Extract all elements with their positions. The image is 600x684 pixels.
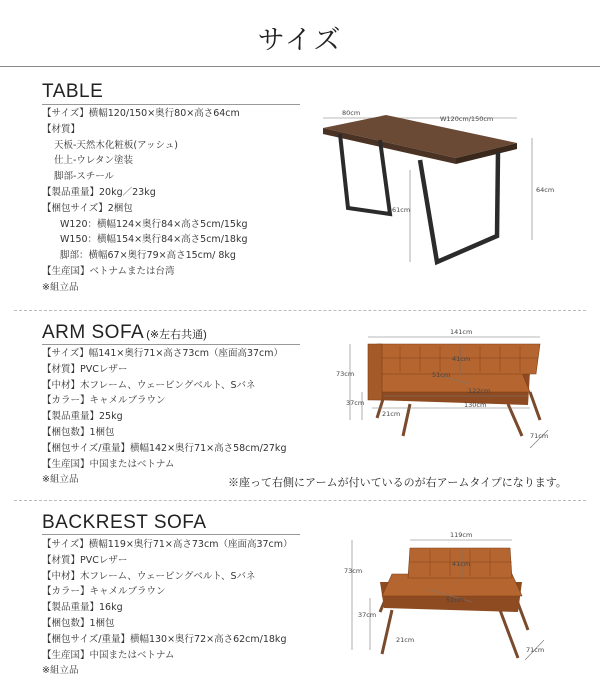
spec-color: 【カラー】キャメルブラウン bbox=[42, 395, 166, 407]
spec-material-top: 天板-天然木化粧板(アッシュ) bbox=[54, 139, 178, 151]
arm-sofa-note: ※座って右側にアームが付いているのが右アームタイプになります。 bbox=[228, 476, 567, 489]
spec-origin: 【生産国】中国またはベトナム bbox=[42, 458, 175, 470]
spec-size: 【サイズ】横幅120/150×奥行80×高さ64cm bbox=[42, 108, 240, 119]
spec-origin: 【生産国】ベトナムまたは台湾 bbox=[42, 265, 175, 277]
table-dim-depth: 80cm bbox=[342, 109, 361, 117]
arm-sofa-dim-back-inner: 41cm bbox=[452, 355, 471, 363]
arm-sofa-dim-seat-width: 122cm bbox=[468, 387, 491, 395]
spec-filling: 【中材】木フレーム、ウェービングベルト、Sバネ bbox=[42, 570, 256, 582]
spec-material-finish: 仕上-ウレタン塗装 bbox=[54, 155, 134, 167]
table-dim-inner-height: 61cm bbox=[392, 206, 411, 214]
spec-material: 【材質】 bbox=[42, 123, 81, 135]
page-title: サイズ bbox=[257, 25, 343, 56]
table-dim-height: 64cm bbox=[536, 186, 555, 194]
arm-sofa-dim-width: 141cm bbox=[450, 328, 473, 336]
arm-sofa-title: ARM SOFA bbox=[42, 322, 145, 343]
backrest-sofa-dim-back-inner: 41cm bbox=[452, 560, 471, 568]
backrest-sofa-dim-width: 119cm bbox=[450, 531, 473, 539]
table-heading: TABLE bbox=[42, 81, 104, 102]
arm-sofa-dim-height: 73cm bbox=[336, 370, 355, 378]
arm-sofa-dim-seat-height: 37cm bbox=[346, 399, 365, 407]
arm-sofa-dim-leg: 21cm bbox=[382, 410, 401, 418]
spec-package-size: 【梱包サイズ/重量】横幅130×奥行72×高さ62cm/18kg bbox=[42, 633, 287, 645]
spec-weight: 【製品重量】16kg bbox=[42, 602, 123, 614]
spec-package-w150: W150：横幅154×奥行84×高さ5cm/18kg bbox=[60, 234, 248, 246]
backrest-sofa-dim-height: 73cm bbox=[344, 567, 363, 575]
spec-material-legs: 脚部-スチール bbox=[54, 171, 115, 183]
spec-origin: 【生産国】中国またはベトナム bbox=[42, 649, 175, 661]
spec-package-count: 【梱包数】1梱包 bbox=[42, 617, 115, 629]
spec-assembly: ※組立品 bbox=[42, 281, 79, 293]
spec-size: 【サイズ】横幅119×奥行71×高さ73cm（座面高37cm） bbox=[42, 539, 293, 550]
spec-weight: 【製品重量】20kg／23kg bbox=[42, 186, 156, 198]
backrest-sofa-heading: BACKREST SOFA bbox=[42, 512, 207, 533]
spec-material: 【材質】PVCレザー bbox=[42, 554, 128, 566]
spec-package: 【梱包サイズ】2梱包 bbox=[42, 202, 133, 214]
table-dim-width: W120cm/150cm bbox=[440, 115, 494, 123]
spec-filling: 【中材】木フレーム、ウェービングベルト、Sバネ bbox=[42, 379, 256, 391]
spec-package-count: 【梱包数】1梱包 bbox=[42, 426, 115, 438]
spec-size: 【サイズ】幅141×奥行71×高さ73cm（座面高37cm） bbox=[42, 348, 284, 359]
spec-material: 【材質】PVCレザー bbox=[42, 363, 128, 375]
spec-package-legs: 脚部：横幅67×奥行79×高さ15cm/ 8kg bbox=[60, 250, 236, 262]
backrest-sofa-dim-leg: 21cm bbox=[396, 636, 415, 644]
backrest-sofa-dim-seat-height: 37cm bbox=[358, 611, 377, 619]
backrest-sofa-dim-seat-depth: 51cm bbox=[446, 596, 465, 604]
backrest-sofa-leg bbox=[500, 610, 518, 658]
spec-package-size: 【梱包サイズ/重量】横幅142×奥行71×高さ58cm/27kg bbox=[42, 442, 287, 454]
spec-weight: 【製品重量】25kg bbox=[42, 411, 123, 423]
spec-assembly: ※組立品 bbox=[42, 665, 79, 677]
backrest-sofa-leg bbox=[382, 610, 392, 654]
spec-color: 【カラー】キャメルブラウン bbox=[42, 586, 166, 598]
arm-sofa-heading-note: (※左右共通) bbox=[146, 329, 207, 341]
spec-assembly: ※組立品 bbox=[42, 474, 79, 486]
arm-sofa-dim-full-width: 130cm bbox=[464, 401, 487, 409]
spec-package-w120: W120：横幅124×奥行84×高さ5cm/15kg bbox=[60, 218, 248, 230]
arm-sofa-dim-depth: 71cm bbox=[530, 432, 549, 440]
backrest-sofa-dim-depth: 71cm bbox=[526, 646, 545, 654]
arm-sofa-dim-seat-depth: 51cm bbox=[432, 371, 451, 379]
